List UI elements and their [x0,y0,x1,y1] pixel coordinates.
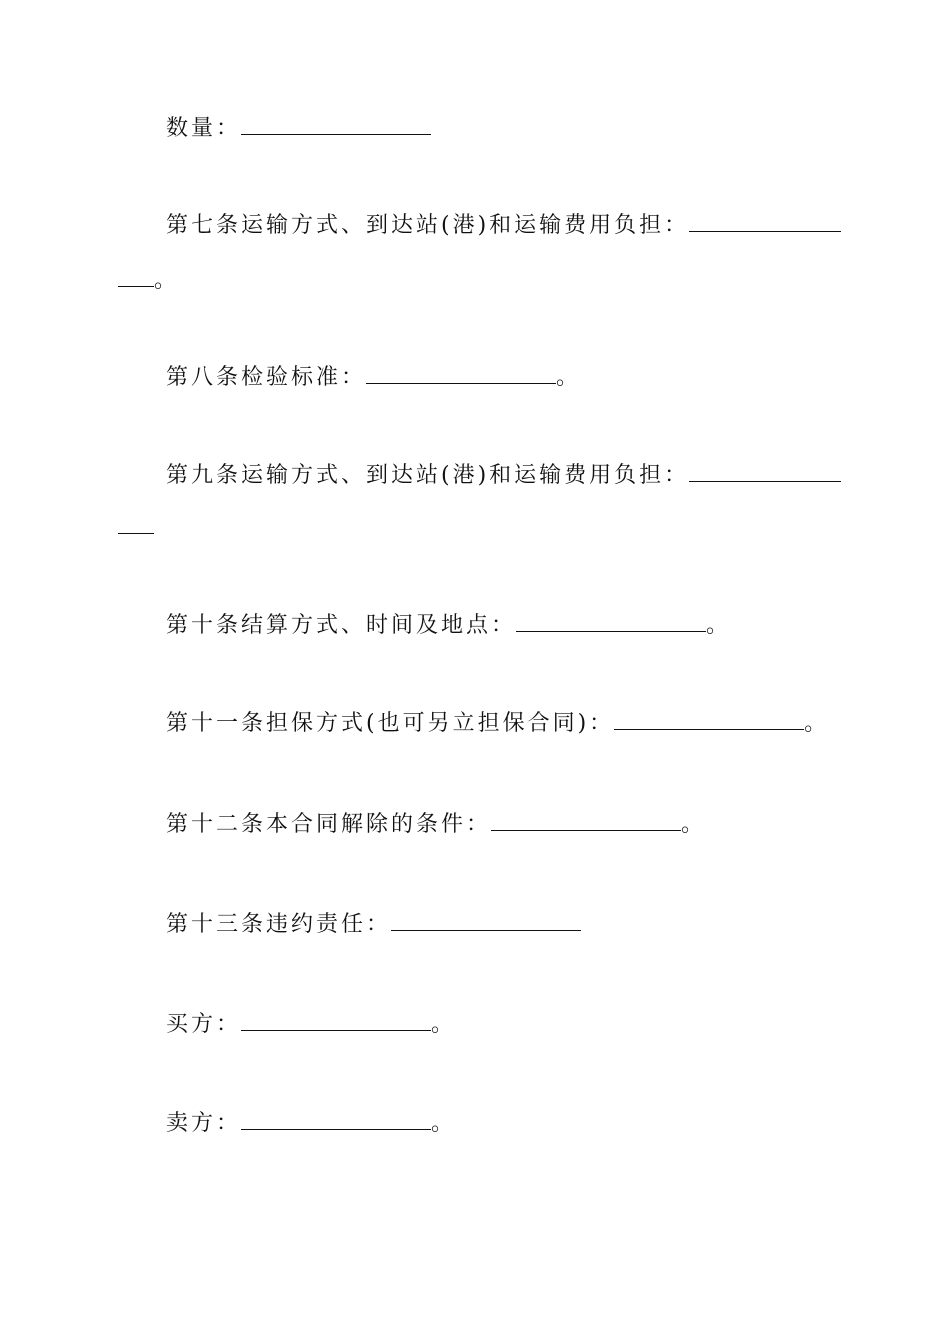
fill-in-blank [689,211,841,232]
clause-9-continuation [118,513,154,543]
buyer-signature-line: 买方： 。 [166,1012,457,1037]
clause-label: 第八条检验标准： [166,365,367,390]
clause-label: 买方： [166,1012,242,1037]
clause-quantity [166,114,431,144]
fill-in-blank [689,461,841,482]
clause-7-continuation: 。 [118,266,179,296]
fill-in-blank [118,266,154,287]
clause-label: 第十条结算方式、时间及地点： [166,613,517,638]
fill-in-blank [491,810,681,831]
clause-label: 卖方： [166,1111,242,1136]
clause-8-inspection: 第八条检验标准： 。 [166,365,582,390]
clause-12-termination: 第十二条本合同解除的条件： 。 [166,812,707,837]
clause-label: 第九条运输方式、到达站(港)和运输费用负担： [166,463,690,488]
fill-in-blank [516,611,706,632]
clause-label: 数量： [166,116,242,141]
fill-in-blank [241,114,431,135]
fill-in-blank [241,1010,431,1031]
clause-label: 第十一条担保方式(也可另立担保合同)： [166,711,615,736]
clause-7-transport [166,211,841,241]
fill-in-blank [366,363,556,384]
fill-in-blank [391,910,581,931]
fill-in-blank [614,709,804,730]
clause-10-settlement: 第十条结算方式、时间及地点： 。 [166,613,732,638]
clause-13-liability [166,910,581,940]
fill-in-blank [241,1109,431,1130]
clause-label: 第七条运输方式、到达站(港)和运输费用负担： [166,213,690,238]
fill-in-blank [118,513,154,534]
seller-signature-line: 卖方： 。 [166,1111,457,1136]
clause-label: 第十三条违约责任： [166,912,392,937]
clause-label: 第十二条本合同解除的条件： [166,812,492,837]
clause-9-transport [166,461,841,491]
clause-11-guarantee: 第十一条担保方式(也可另立担保合同)： 。 [166,711,830,736]
